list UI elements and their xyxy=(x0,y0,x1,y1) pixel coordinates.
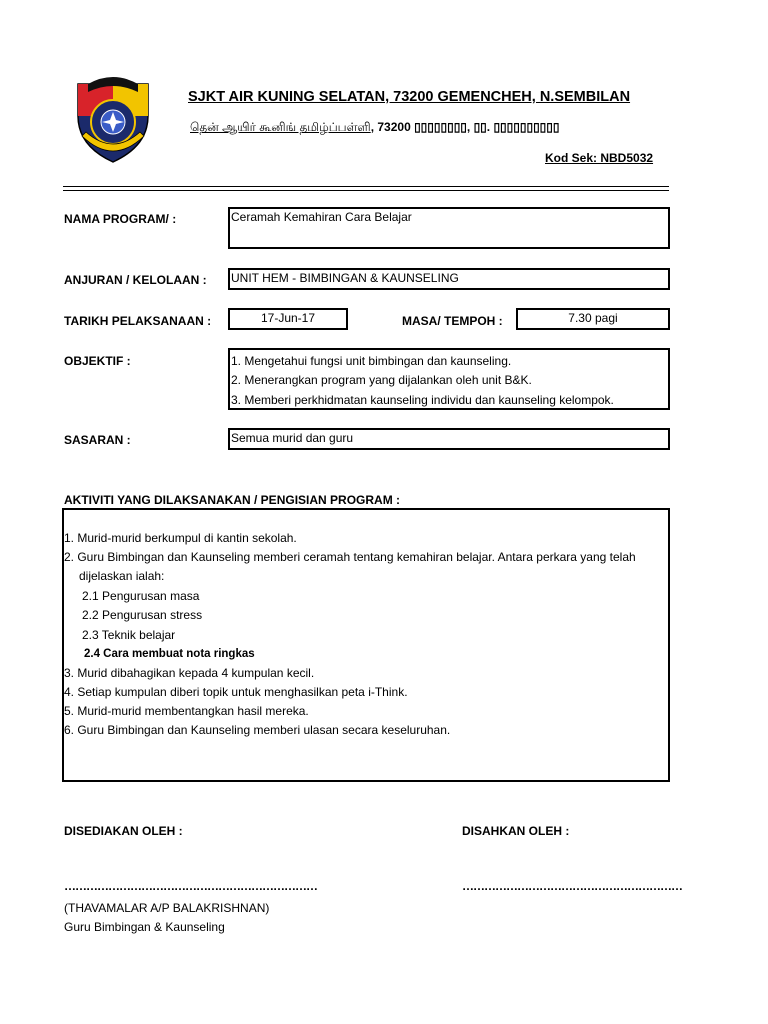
aktiviti-subitem: 2.3 Teknik belajar xyxy=(82,628,176,642)
tamil-school-name: தென் ஆயிர் கூனிங் தமிழ்ப்பள்ளி xyxy=(190,120,371,134)
tarikh-value: 17-Jun-17 xyxy=(260,311,316,325)
masa-field[interactable] xyxy=(516,308,670,330)
tarikh-field[interactable] xyxy=(228,308,348,330)
aktiviti-subitem: 2.4 Cara membuat nota ringkas xyxy=(84,648,255,660)
sasaran-value: Semua murid dan guru xyxy=(231,431,354,445)
preparer-name: (THAVAMALAR A/P BALAKRISHNAN) xyxy=(64,901,270,915)
aktiviti-line: 1. Murid-murid berkumpul di kantin sekolah. xyxy=(64,531,297,545)
school-code: Kod Sek: NBD5032 xyxy=(545,151,654,165)
aktiviti-line: 2. Guru Bimbingan dan Kaunseling memberi ceramah tentang kemahiran belajar. Antara perkara yang telah xyxy=(64,550,636,564)
aktiviti-subitem: 2.2 Pengurusan stress xyxy=(82,608,203,622)
tamil-address: , 73200 ▯▯▯▯▯▯▯▯, ▯▯. ▯▯▯▯▯▯▯▯▯▯ xyxy=(370,120,560,134)
objektif-item: 1. Mengetahui fungsi unit bimbingan dan kaunseling. xyxy=(231,354,512,368)
objektif-item: 3. Memberi perkhidmatan kaunseling individu dan kaunseling kelompok. xyxy=(231,393,614,407)
disahkan-label: DISAHKAN OLEH : xyxy=(462,824,570,838)
nama-program-value: Ceramah Kemahiran Cara Belajar xyxy=(231,210,412,224)
aktiviti-line: 5. Murid-murid membentangkan hasil mereka. xyxy=(64,704,309,718)
masa-label: MASA/ TEMPOH : xyxy=(402,314,503,328)
aktiviti-subitem: 2.1 Pengurusan masa xyxy=(82,589,200,603)
aktiviti-line: 6. Guru Bimbingan dan Kaunseling memberi ulasan secara keseluruhan. xyxy=(64,723,451,737)
header-divider xyxy=(63,186,669,187)
objektif-item: 2. Menerangkan program yang dijalankan oleh unit B&K. xyxy=(231,373,532,387)
school-name-tamil xyxy=(190,120,559,136)
signature-line-left: …………………………………………………………… xyxy=(64,879,317,893)
objektif-label: OBJEKTIF : xyxy=(64,354,131,368)
aktiviti-field[interactable] xyxy=(62,508,670,782)
objektif-field[interactable] xyxy=(228,348,670,410)
disediakan-label: DISEDIAKAN OLEH : xyxy=(64,824,183,838)
preparer-title: Guru Bimbingan & Kaunseling xyxy=(64,920,225,934)
anjuran-field[interactable] xyxy=(228,268,670,290)
nama-program-label: NAMA PROGRAM/ : xyxy=(64,212,177,226)
signature-line-right: …………………………………………………… xyxy=(462,879,682,893)
masa-value: 7.30 pagi xyxy=(568,311,618,325)
aktiviti-line: dijelaskan ialah: xyxy=(79,569,165,583)
sasaran-label: SASARAN : xyxy=(64,433,131,447)
header-divider-second xyxy=(63,190,669,191)
aktiviti-line: 4. Setiap kumpulan diberi topik untuk menghasilkan peta i-Think. xyxy=(64,685,408,699)
aktiviti-line: 3. Murid dibahagikan kepada 4 kumpulan kecil. xyxy=(64,666,315,680)
anjuran-value: UNIT HEM - BIMBINGAN & KAUNSELING xyxy=(231,271,459,285)
tarikh-label: TARIKH PELAKSANAAN : xyxy=(64,314,212,328)
nama-program-field[interactable] xyxy=(228,207,670,249)
sasaran-field[interactable] xyxy=(228,428,670,450)
aktiviti-heading: AKTIVITI YANG DILAKSANAKAN / PENGISIAN PROGRAM : xyxy=(64,493,401,507)
school-crest-icon xyxy=(68,76,158,166)
school-name: SJKT AIR KUNING SELATAN, 73200 GEMENCHEH, N.SEMBILAN xyxy=(188,89,631,105)
anjuran-label: ANJURAN / KELOLAAN : xyxy=(64,273,207,287)
